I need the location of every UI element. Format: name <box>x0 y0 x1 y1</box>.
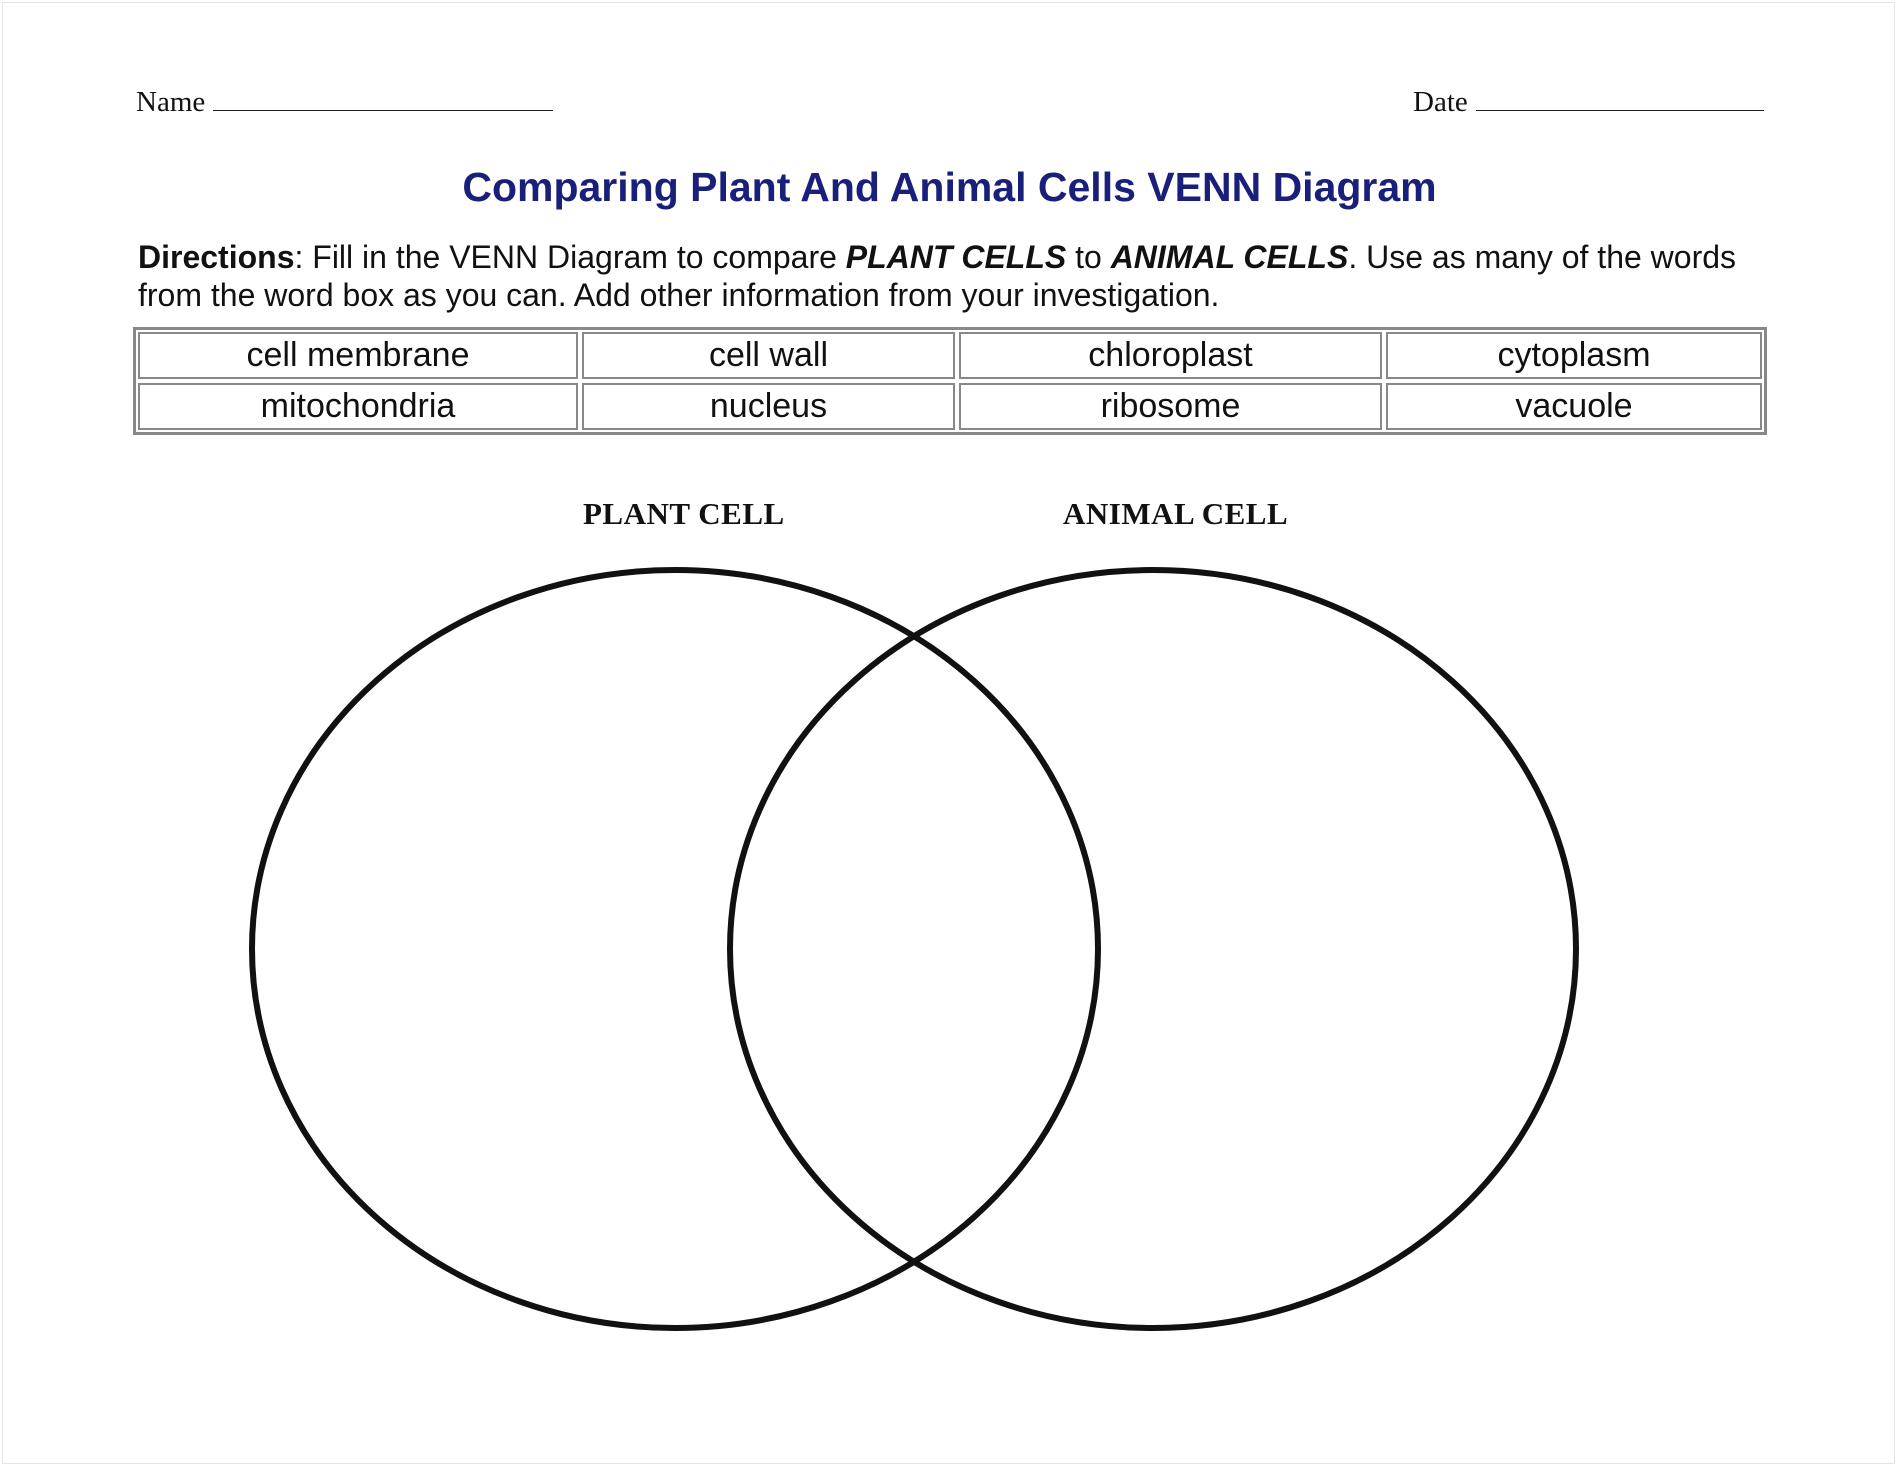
word-cell: cell membrane <box>138 332 578 379</box>
word-cell: ribosome <box>959 383 1382 430</box>
date-label: Date <box>1413 86 1468 118</box>
plant-cell-label: PLANT CELL <box>583 496 785 531</box>
word-cell: cytoplasm <box>1386 332 1762 379</box>
directions-animal-cells: ANIMAL CELLS <box>1110 239 1349 275</box>
word-cell: nucleus <box>582 383 955 430</box>
word-cell: cell wall <box>582 332 955 379</box>
name-label: Name <box>136 86 206 118</box>
animal-cell-label: ANIMAL CELL <box>1063 496 1289 531</box>
word-cell: vacuole <box>1386 383 1762 430</box>
plant-cell-circle[interactable] <box>252 570 1098 1328</box>
directions-lead: Directions <box>138 239 295 275</box>
word-cell: chloroplast <box>959 332 1382 379</box>
animal-cell-circle[interactable] <box>730 570 1576 1328</box>
word-cell: mitochondria <box>138 383 578 430</box>
directions-text-1: : Fill in the VENN Diagram to compare <box>294 239 846 275</box>
directions-text-3: . Use as many of the words from the word box as you can. Add other information from your investigation. <box>138 239 1737 313</box>
directions-text-2: to <box>1066 239 1111 275</box>
directions-plant-cells: PLANT CELLS <box>845 239 1067 275</box>
worksheet-title: Comparing Plant And Animal Cells VENN Diagram <box>462 164 1437 210</box>
